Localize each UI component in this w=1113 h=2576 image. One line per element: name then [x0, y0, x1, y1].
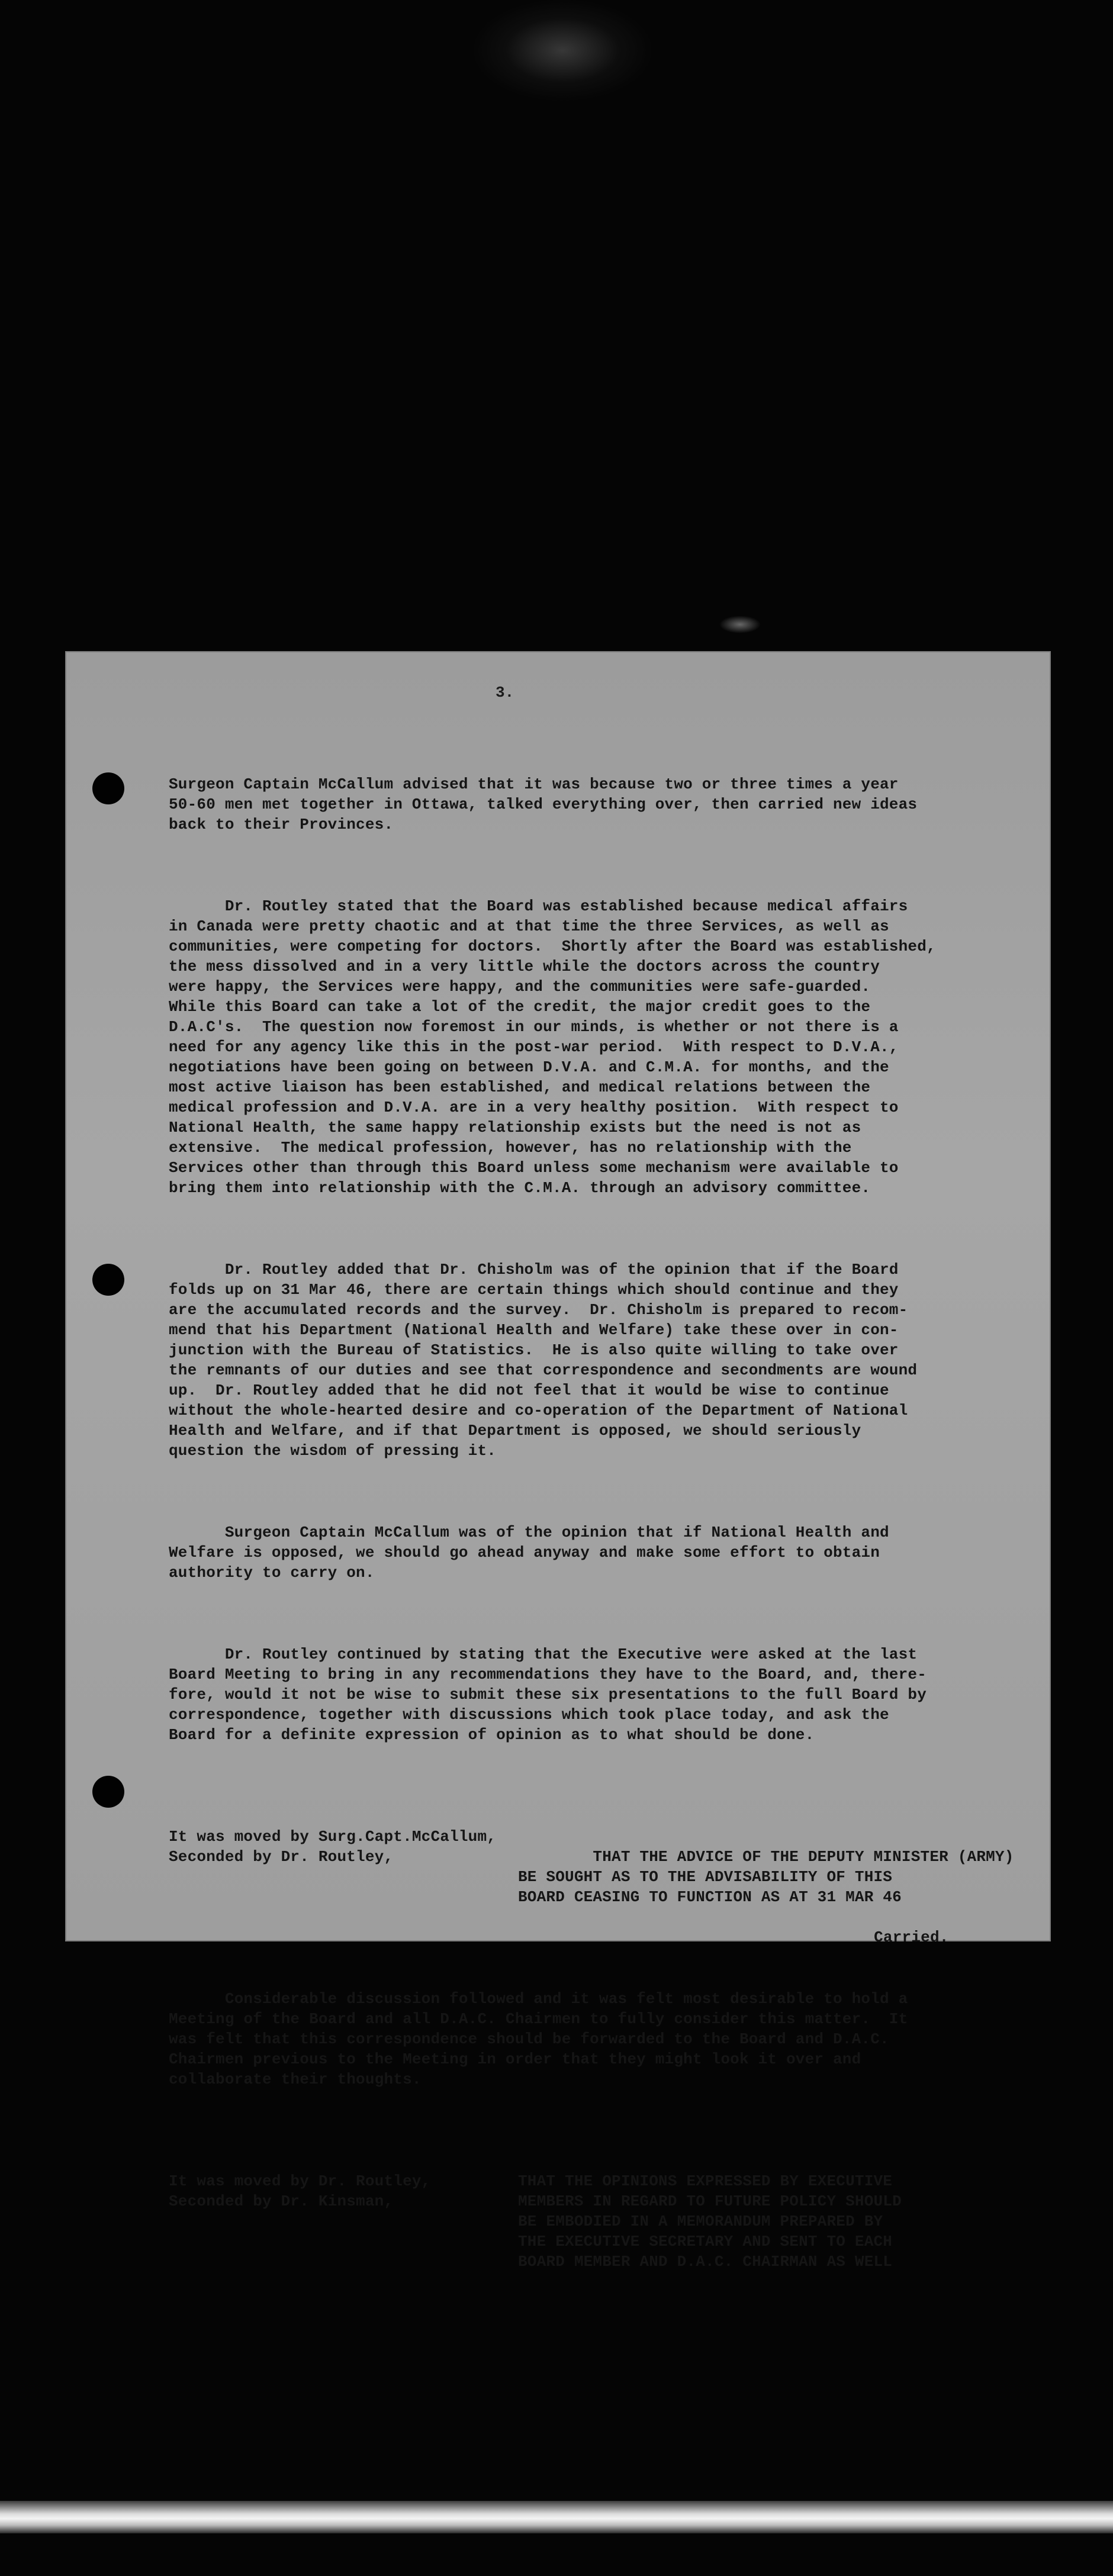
punch-hole-bottom: [92, 1776, 124, 1808]
motion-2-resolution: THAT THE OPINIONS EXPRESSED BY EXECUTIVE MEMBERS IN REGARD TO FUTURE POLICY SHOULD BE EMBODIED IN A MEMORANDUM PREPARED BY THE EXECUTIVE SECRETARY AND SENT TO EACH BOARD MEMBER AND D.A.C. CHAIRMAN AS WELL: [518, 2172, 902, 2271]
motion-1-resolution-text: THAT THE ADVICE OF THE DEPUTY MINISTER (ARMY) BE SOUGHT AS TO THE ADVISABILITY OF THIS BOARD CEASING TO FUNCTION AS AT 31 MAR 46: [518, 1848, 1014, 1906]
punch-hole-top: [92, 772, 124, 804]
film-speckle-small: [719, 616, 761, 633]
paragraph-5: Dr. Routley continued by stating that the Executive were asked at the last Board Meeting to bring in any recommendations they have to the Board, and, there- fore, would it not be wise to submit these six presentations to the full Board by correspondence, together with discussions which took place today, and ask the Board for a definite expression of opinion as to what should be done.: [169, 1646, 927, 1744]
document-page: [65, 651, 1051, 2271]
paragraph-6: Considerable discussion followed and it was felt most desirable to hold a Meeting of the Board and all D.A.C. Chairmen to fully consider this matter. It was felt that this correspondence should be forwarded to the Board and D.A.C. Chairmen previous to the Meeting in order that they might look it over and collaborate their thoughts.: [169, 1990, 908, 2088]
motion-1-movers: It was moved by Surg.Capt.McCallum, Seconded by Dr. Routley,: [169, 1828, 497, 1866]
punch-hole-middle: [92, 1264, 124, 1296]
motion-2: [169, 2171, 1039, 2271]
motion-1: [169, 1827, 1039, 1946]
film-edge-strip: [0, 2501, 1113, 2533]
paragraph-2: Dr. Routley stated that the Board was established because medical affairs in Canada were pretty chaotic and at that time the three Services, as well as communities, were competing for doctors. Shortly after the Board was established, the mess dissolved and in a very little while the doctors across the country were happy, the Services were happy, and the communities were safe-guarded. While this Board can take a lot of the credit, the major credit goes to the D.A.C's. The question now foremost in our minds, is whether or not there is a need for any agency like this in the post-war period. With respect to D.V.A., negotiations have been going on between D.V.A. and C.M.A. for months, and the most active liaison has been established, and medical relations between the medical profession and D.V.A. are in a very healthy position. With respect to National Health, the same happy relationship exists but the need is not as extensive. The medical profession, however, has no relationship with the Services other than through this Board unless some mechanism were available to bring them into relationship with the C.M.A. through an advisory committee.: [169, 897, 936, 1197]
motion-1-result: Carried.: [874, 1928, 949, 1946]
paragraph-4: Surgeon Captain McCallum was of the opinion that if National Health and Welfare is opposed, we should go ahead anyway and make some effort to obtain authority to carry on.: [169, 1524, 889, 1582]
motion-2-movers: It was moved by Dr. Routley, Seconded by Dr. Kinsman,: [169, 2172, 431, 2210]
page-number: 3.: [496, 684, 514, 701]
paragraph-1: Surgeon Captain McCallum advised that it was because two or three times a year 50-60 men met together in Ottawa, talked everything over, then carried new ideas back to their Provinces.: [169, 775, 918, 833]
film-speckle: [474, 0, 651, 101]
motion-1-resolution: [518, 1827, 1014, 1988]
document-body: [169, 734, 1039, 2313]
paragraph-3: Dr. Routley added that Dr. Chisholm was of the opinion that if the Board folds up on 31 Mar 46, there are certain things which should continue and they are the accumulated records and the survey. Dr. Chisholm is prepared to recom- mend that his Department (National Health and Welfare) take these over in con- junction with the Bureau of Statistics. He is also quite willing to take over the remnants of our duties and see that correspondence and secondments are wound up. Dr. Routley added that he did not feel that it would be wise to continue without the whole-hearted desire and co-operation of the Department of National Health and Welfare, and if that Department is opposed, we should seriously question the wisdom of pressing it.: [169, 1261, 918, 1460]
